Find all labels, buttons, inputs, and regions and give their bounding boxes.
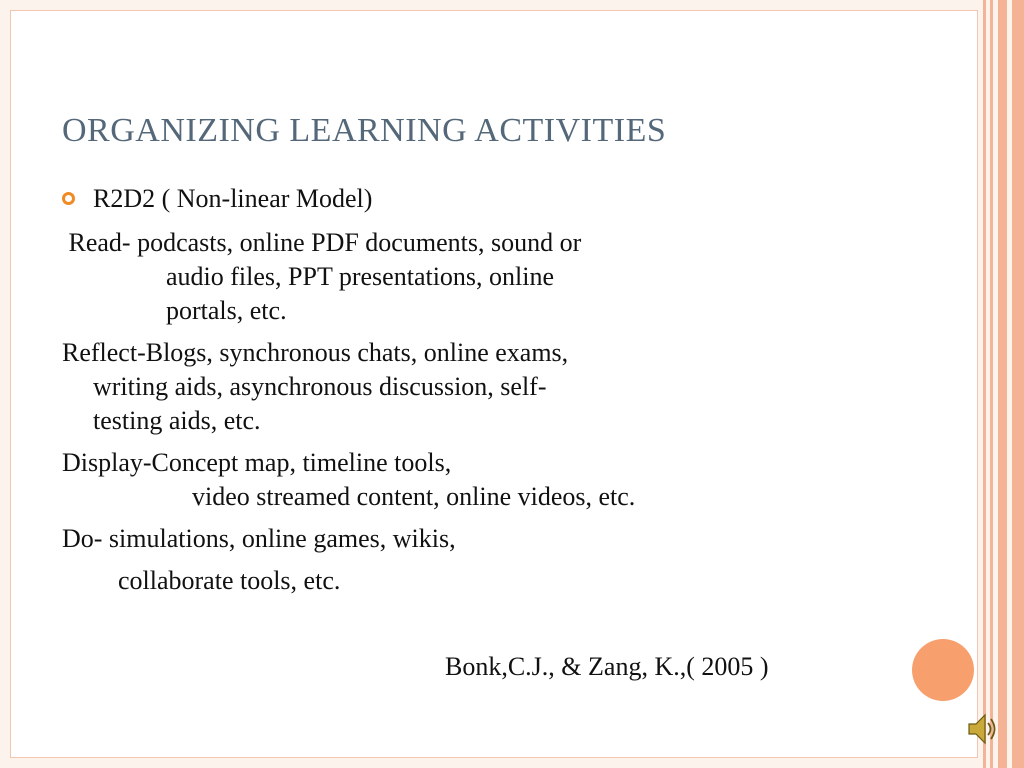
decor-stripe-2 — [990, 0, 993, 768]
speaker-icon[interactable] — [966, 709, 998, 749]
do-line-2: collaborate tools, etc. — [118, 566, 341, 595]
slide-title: ORGANIZING LEARNING ACTIVITIES — [62, 112, 667, 149]
accent-circle — [912, 639, 974, 701]
reflect-line-1: Reflect-Blogs, synchronous chats, online exams, — [62, 338, 569, 367]
display-line-1: Display-Concept map, timeline tools, — [62, 448, 452, 477]
decor-stripe-4 — [1012, 0, 1024, 768]
do-line-1: Do- simulations, online games, wikis, — [62, 524, 456, 553]
display-line-2: video streamed content, online videos, etc. — [192, 482, 636, 511]
read-line-1: Read- podcasts, online PDF documents, sound or — [62, 228, 582, 257]
read-line-2: audio files, PPT presentations, online — [166, 262, 555, 291]
decor-stripe-1 — [983, 0, 986, 768]
reflect-line-2: writing aids, asynchronous discussion, self- — [93, 372, 547, 401]
bullet-text: R2D2 ( Non-linear Model) — [93, 184, 373, 213]
read-line-3: portals, etc. — [166, 296, 287, 325]
bullet-marker-icon — [62, 192, 75, 205]
decor-stripe-3 — [998, 0, 1007, 768]
reflect-line-3: testing aids, etc. — [93, 406, 261, 435]
citation: Bonk,C.J., & Zang, K.,( 2005 ) — [445, 652, 769, 681]
